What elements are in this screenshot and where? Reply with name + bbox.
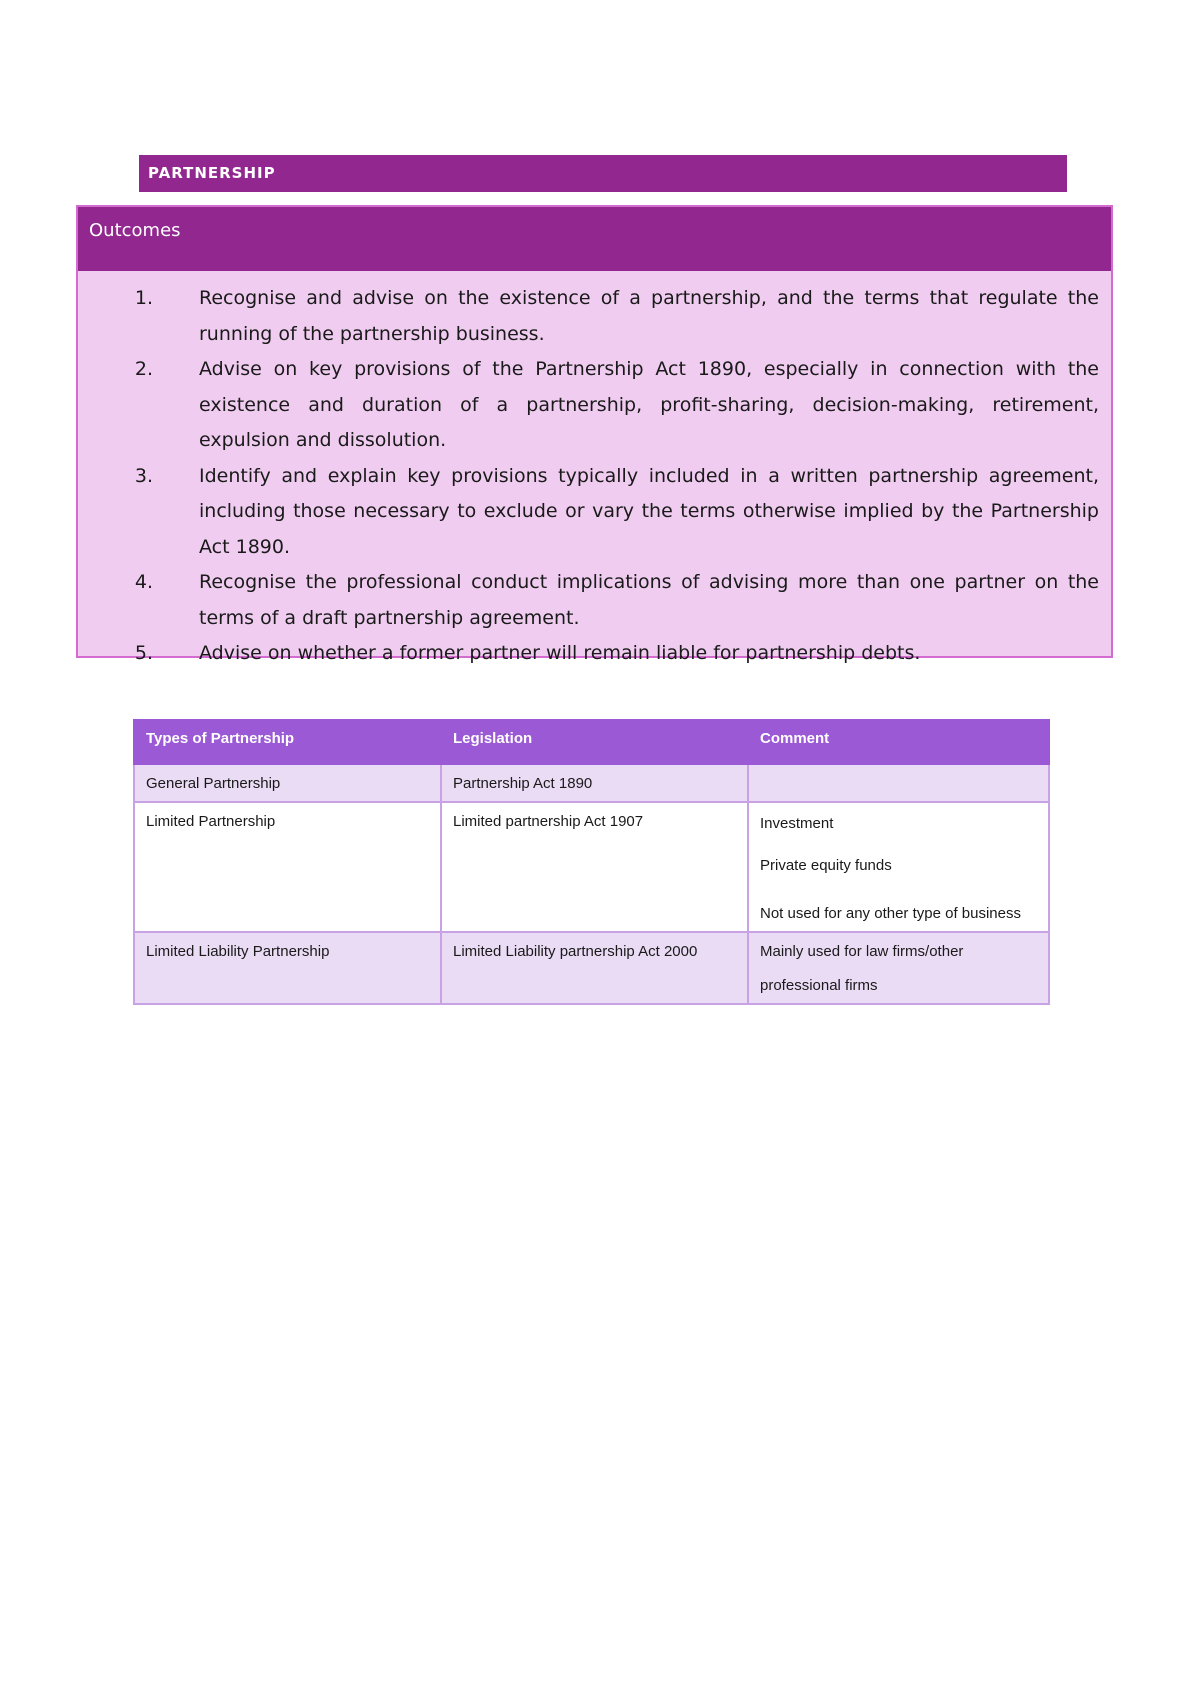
table-row (134, 764, 1049, 802)
table-row (134, 932, 1049, 1004)
outcome-text: Advise on whether a former partner will remain liable for partnership debts. (199, 642, 921, 664)
outcome-item (78, 281, 1099, 352)
outcome-text: Recognise the professional conduct implications of advising more than one partner on the terms of a draft partnership agreement. (199, 571, 1099, 629)
cell-comment: Mainly used for law firms/other professional firms (748, 932, 1049, 1004)
outcome-item (78, 352, 1099, 459)
outcomes-box (76, 205, 1113, 664)
outcome-number: 4. (134, 571, 153, 593)
cell-type: General Partnership (134, 764, 441, 802)
cell-comment (748, 764, 1049, 802)
column-header-comment: Comment (748, 720, 1049, 764)
outcome-number: 3. (134, 464, 153, 487)
table-header-row (134, 720, 1049, 764)
section-banner: PARTNERSHIP (139, 155, 1067, 192)
comment-line: Not used for any other type of business (760, 905, 1021, 922)
outcome-number: 5. (134, 642, 153, 664)
column-header-type: Types of Partnership (134, 720, 441, 764)
table-row (134, 802, 1049, 932)
outcome-item (78, 565, 1099, 636)
outcome-text: Recognise and advise on the existence of a partnership, and the terms that regulate the running of the partnership business. (199, 287, 1099, 345)
cell-type: Limited Partnership (134, 802, 441, 932)
cell-legislation: Limited partnership Act 1907 (441, 802, 748, 932)
outcome-list (78, 271, 1111, 672)
outcome-text: Identify and explain key provisions typically included in a written partnership agreement, including those necessary to exclude or vary the terms otherwise implied by the Partnership Act 1890. (199, 464, 1099, 558)
partnership-types-table (133, 719, 1050, 1005)
outcome-item (78, 636, 1099, 672)
outcome-item (78, 459, 1099, 566)
cell-legislation: Partnership Act 1890 (441, 764, 748, 802)
cell-type: Limited Liability Partnership (134, 932, 441, 1004)
cell-legislation: Limited Liability partnership Act 2000 (441, 932, 748, 1004)
comment-line: Private equity funds (760, 857, 892, 874)
comment-line: Investment (760, 815, 834, 832)
outcome-text: Advise on key provisions of the Partnership Act 1890, especially in connection with the existence and duration of a partnership, profit-sharing, decision-making, retirement, expulsion and dissolution. (199, 358, 1099, 451)
outcome-number: 2. (134, 358, 153, 380)
outcomes-heading: Outcomes (78, 207, 1111, 271)
cell-comment (748, 802, 1049, 932)
column-header-legislation: Legislation (441, 720, 748, 764)
outcome-number: 1. (134, 287, 153, 309)
